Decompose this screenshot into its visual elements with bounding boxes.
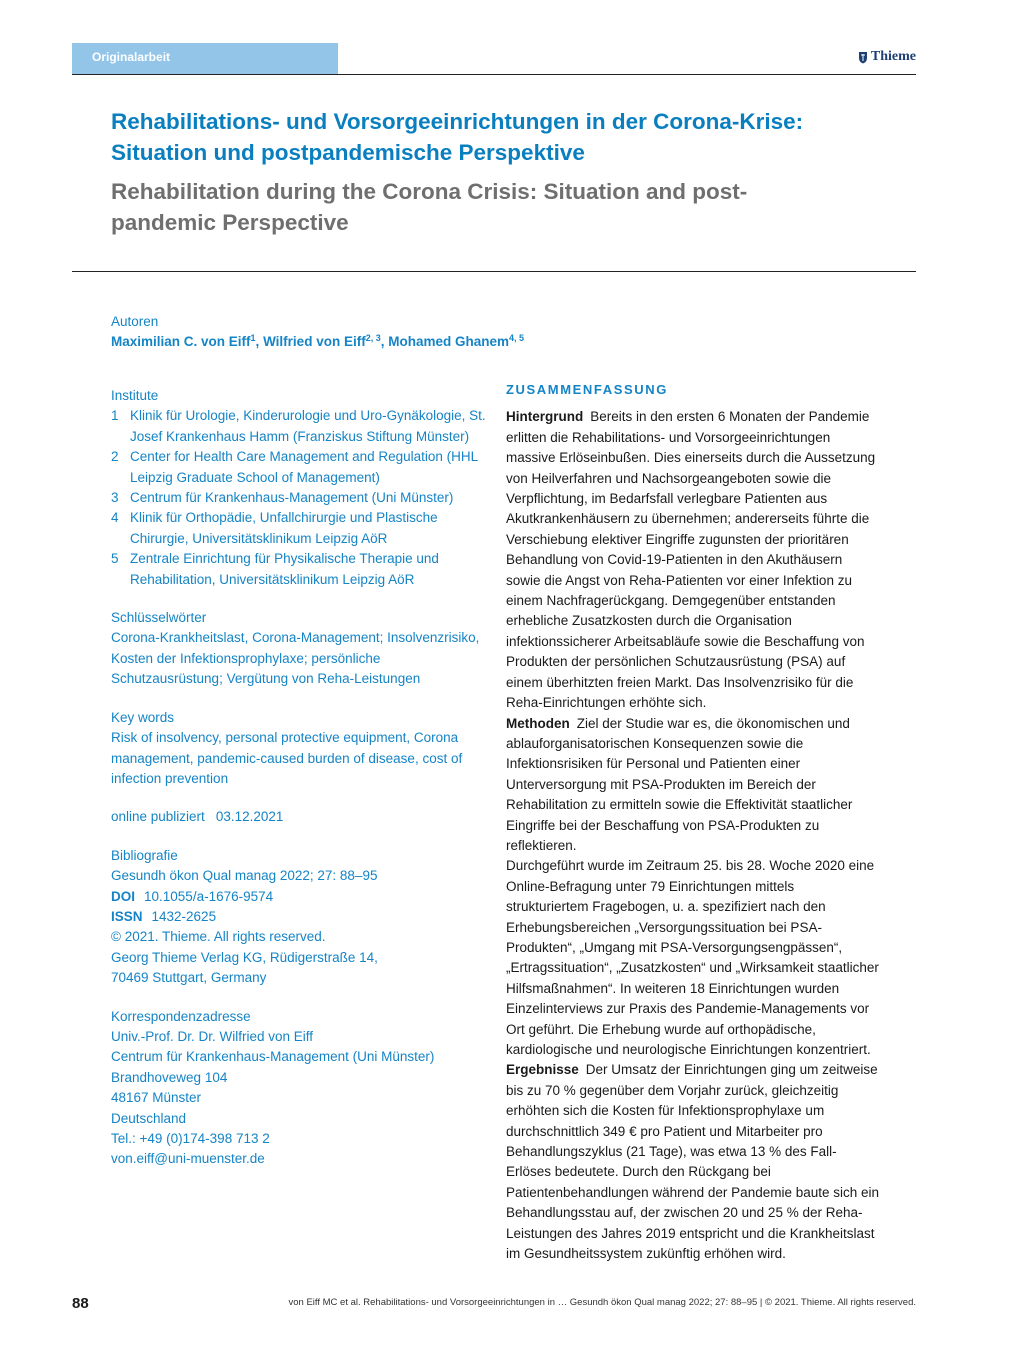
publisher-name: Thieme [870,49,916,64]
keywords-section [111,708,486,790]
doi-line [111,887,486,907]
institutes-label: Institute [111,388,159,403]
institute-item [111,488,486,508]
authors-list: Maximilian C. von Eiff$^1$, Wilfried von Eiff$^{2, 3}$, Mohamed Ghanem$^{4, 5}$ [111,333,525,349]
bibliografie-section [111,846,486,989]
schluesselwoerter-text: Corona-Krankheitslast, Corona-Management; Insolvenzrisiko, Kosten der Infektionsprophylaxe; persönliche Schutzausrüstung; Vergütung von Reha-Leistungen [111,630,480,687]
online-date: 03.12.2021 [215,809,284,825]
institutes-section [111,386,486,590]
author-affiliation: 2, 3 [365,333,381,343]
abstract-label: Methoden [506,715,570,731]
schluesselwoerter-label: Schlüsselwörter [111,610,207,626]
institute-text: Klinik für Urologie, Kinderurologie und Uro-Gynäkologie, St. Josef Krankenhaus Hamm (Franziskus Stiftung Münster) [130,408,486,444]
issn-line [111,907,486,927]
author-affiliation: 4, 5 [509,333,525,343]
author-name: Maximilian C. von Eiff [111,334,251,349]
author-affiliation: 1 [250,333,256,343]
category-band [72,43,338,74]
issn-value: 1432-2625 [151,908,217,924]
korrespondenz-email-link[interactable]: von.eiff@uni-muenster.de [111,1151,265,1167]
abstract-text: Der Umsatz der Einrichtungen ging um zeitweise bis zu 70 % gegenüber dem Vorjahr zurück, gleichzeitig erhöhten sich die Kosten für Infektionsprophylaxe um durchschnittlich 349 € pro Patient und Mitarbeiter pro Behandlungszyklus (21 Tage), was etwa 13 % des Fall-Erlöses bedeutete. Durch den Rückgang bei Patientenbehandlungen während der Pandemie baute sich ein Behandlungsstau auf, der zwischen 20 und 25 % der Reha-Leistungen des Jahres 2019 entspricht und die Krankheitslast im Gesundheitssystem zukünftig erhöhen wird. [506,1062,880,1262]
header-rule [72,74,916,75]
abstract-heading: ZUSAMMENFASSUNG [506,382,668,397]
institute-item [111,447,486,488]
institute-number: 5 [111,551,119,567]
institutes-list [111,406,486,590]
institute-item [111,508,486,549]
publisher-logo [858,49,916,65]
abstract-text: Ziel der Studie war es, die ökonomischen und ablauforganisatorischen Konsequenzen sowie die Infektionsrisiken für Personal und Patienten einer Unterversorgung mit PSA-Produkten im Bereich der Rehabilitation zu ermitteln sowie die Effektivität staatlicher Eingriffe bei der Beschaffung von PSA-Produkten zu reflektieren. [506,715,853,853]
institute-text: Zentrale Einrichtung für Physikalische Therapie und Rehabilitation, Universitätsklinikum Leipzig AöR [130,551,439,587]
author-name: Mohamed Ghanem [388,334,510,349]
copyright: © 2021. Thieme. All rights reserved. [111,929,326,945]
authors-label: Autoren [111,314,159,329]
title-rule [72,271,916,272]
keywords-text: Risk of insolvency, personal protective equipment, Corona management, pandemic-caused burden of disease, cost of infection prevention [111,730,463,786]
korrespondenz-phone: Tel.: +49 (0)174-398 713 2 [111,1131,270,1146]
schluesselwoerter-section [111,608,486,690]
abstract-text: Durchgeführt wurde im Zeitraum 25. bis 28. Woche 2020 eine Online-Befragung unter 79 Einrichtungen mittels strukturiertem Fragebogen, u. a. spezifiziert nach den Erhebungsbereichen „Versorgungssituation bei PSA-Produkten“, „Umgang mit PSA-Versorgungsengpässen“, „Ertragssituation“, „Zusatzkosten“ und „Wirksamkeit staatlicher Hilfsmaßnahmen“. In weiteren 18 Einrichtungen wurden Einzelinterviews zur Praxis des Pandemie-Managements vor Ort geführt. Die Erhebung wurde auf orthopädische, kardiologische und neurologische Einrichtungen konzentriert. [506,858,879,1057]
institute-item [111,406,486,447]
abstract-label: Hintergrund [506,409,584,425]
abstract-label: Ergebnisse [506,1062,579,1078]
institute-number: 1 [111,408,119,424]
title-english: Rehabilitation during the Corona Crisis: Situation and post-pandemic Perspective [111,179,748,235]
page-number: 88 [72,1295,89,1312]
issn-label: ISSN [111,908,143,924]
korrespondenz-line: Univ.-Prof. Dr. Dr. Wilfried von Eiff [111,1028,314,1044]
thieme-crest-icon [858,51,868,64]
korrespondenz-line: 48167 Münster [111,1090,202,1106]
abstract-text: Bereits in den ersten 6 Monaten der Pandemie erlitten die Rehabilitations- und Vorsorgeeinrichtungen massive Erlöseinbußen. Dies einerseits durch die Aussetzung von Heilverfahren und Nachsorgeangeboten sowie die Verpflichtung, im Bedarfsfall verlegbare Patienten aus Akutkrankenhäusern zu übernehmen; andererseits führte die Verschiebung elektiver Eingriffe zugunsten der prioritären Behandlung von Covid-19-Patienten in den Akuthäusern sowie die Angst von Reha-Patienten vor einer Infektion zu einem Nachfragerückgang. Demgegenüber entstanden erhebliche Zusatzkosten durch die Organisation infektionssicherer Arbeitsabläufe sowie die Beschaffung von Produkten der persönlichen Schutzausrüstung (PSA) auf einem überhitzten freien Markt. Das Insolvenzrisiko für die Reha-Einrichtungen erhöhte sich. [506,409,876,711]
institute-number: 4 [111,510,119,526]
online-label: online publiziert [111,809,205,825]
title-german: Rehabilitations- und Vorsorgeeinrichtungen in der Corona-Krise: Situation und postpandemische Perspektive [111,109,804,165]
korrespondenz-section [111,1007,486,1170]
korrespondenz-line: Centrum für Krankenhaus-Management (Uni Münster) [111,1049,435,1065]
institute-number: 3 [111,490,119,506]
abstract-paragraph [506,407,880,713]
doi-label: DOI [111,888,136,904]
korrespondenz-line: Brandhoveweg 104 [111,1069,228,1085]
metadata-column [111,386,486,1188]
online-published [111,807,486,827]
doi-link[interactable]: 10.1055/a-1676-9574 [144,888,274,904]
journal-citation: Gesundh ökon Qual manag 2022; 27: 88–95 [111,868,378,884]
bibliografie-label: Bibliografie [111,847,178,863]
author-name: Wilfried von Eiff [263,334,366,349]
abstract-paragraph [506,856,880,1060]
korrespondenz-label: Korrespondenzadresse [111,1008,251,1024]
institute-text: Center for Health Care Management and Regulation (HHL Leipzig Graduate School of Management) [130,449,478,485]
korrespondenz-line: Deutschland [111,1110,187,1126]
publisher-address-2: 70469 Stuttgart, Germany [111,970,267,986]
institute-number: 2 [111,449,119,465]
institute-item [111,549,486,590]
institute-text: Centrum für Krankenhaus-Management (Uni Münster) [130,490,454,506]
keywords-label: Key words [111,709,175,725]
category-label: Originalarbeit [92,50,171,64]
publisher-address-1: Georg Thieme Verlag KG, Rüdigerstraße 14, [111,949,378,965]
footer-citation: von Eiff MC et al. Rehabilitations- und Vorsorgeeinrichtungen in … Gesundh ökon Qual manag 2022; 27: 88–95 | © 2021. Thieme. All rights reserved. [288,1297,916,1308]
abstract-paragraph [506,1060,880,1264]
institute-text: Klinik für Orthopädie, Unfallchirurgie und Plastische Chirurgie, Universitätsklinikum Leipzig AöR [130,510,438,546]
abstract-paragraph [506,714,880,857]
abstract-column [506,380,880,1264]
